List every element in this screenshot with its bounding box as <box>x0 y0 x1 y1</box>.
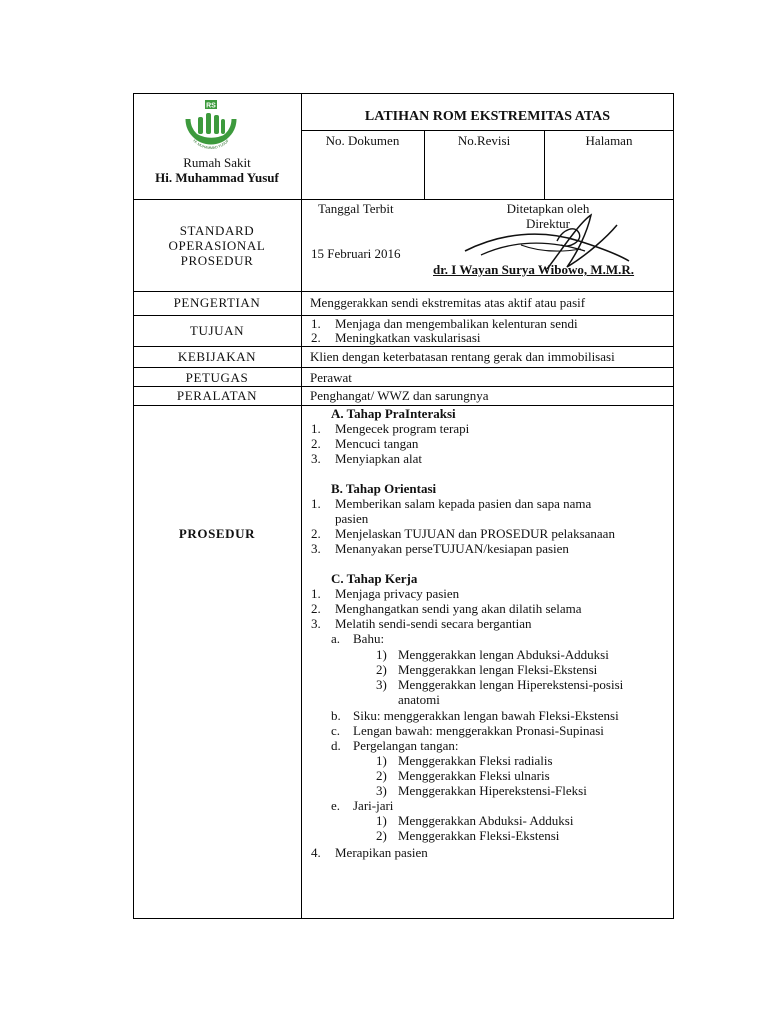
peralatan-value: Penghangat/ WWZ dan sarungnya <box>310 388 489 403</box>
page-label: Halaman <box>585 133 633 148</box>
sop-label-line3: PROSEDUR <box>180 253 254 268</box>
title-divider <box>301 130 674 131</box>
stage-c-final-item: Merapikan pasien <box>335 845 428 860</box>
sop-document-table <box>133 93 674 919</box>
issue-date-value: 15 Februari 2016 <box>311 246 401 261</box>
stage-b-item: Menjelaskan TUJUAN dan PROSEDUR pelaksanaan <box>335 526 615 541</box>
approver-name: dr. I Wayan Surya Wibowo, M.M.R. <box>433 262 635 277</box>
list-number: 2. <box>311 436 321 451</box>
stage-b-heading: B. Tahap Orientasi <box>331 481 437 496</box>
list-number: 1. <box>311 421 321 436</box>
sub-letter: d. <box>331 738 341 753</box>
jari-label: Jari-jari <box>353 798 394 813</box>
stage-a-item: Menyiapkan alat <box>335 451 422 466</box>
approver-position: Direktur <box>525 216 571 231</box>
prosedur-label: PROSEDUR <box>178 526 256 541</box>
stage-a-item: Mencuci tangan <box>335 436 419 451</box>
sub-letter: c. <box>331 723 341 738</box>
hospital-logo <box>181 99 241 157</box>
pergelangan-label: Pergelangan tangan: <box>353 738 459 753</box>
list-number: 3. <box>311 541 321 556</box>
row-divider-kebijakan <box>133 346 674 347</box>
lengan-bawah-item: Lengan bawah: menggerakkan Pronasi-Supinasi <box>353 723 604 738</box>
pengertian-value: Menggerakkan sendi ekstremitas atas aktif atau pasif <box>310 295 586 310</box>
revision-label: No.Revisi <box>457 133 511 148</box>
sub-letter: e. <box>331 798 341 813</box>
peralatan-label: PERALATAN <box>176 388 258 403</box>
list-number: 2. <box>311 601 321 616</box>
table-border-right <box>673 93 674 919</box>
list-number: 3. <box>311 451 321 466</box>
stage-b-item: Menanyakan perseTUJUAN/kesiapan pasien <box>335 541 569 556</box>
tujuan-item-number: 1. <box>311 316 321 331</box>
jari-item: Menggerakkan Fleksi-Ekstensi <box>398 828 560 843</box>
header-divider <box>133 199 674 200</box>
tujuan-item: Meningkatkan vaskularisasi <box>335 330 481 345</box>
sub-number: 1) <box>376 753 387 768</box>
sub-number: 1) <box>376 647 387 662</box>
hospital-name-line1: Rumah Sakit <box>183 155 251 170</box>
stage-c-heading: C. Tahap Kerja <box>331 571 418 586</box>
petugas-value: Perawat <box>310 370 352 385</box>
pergelangan-item: Menggerakkan Fleksi radialis <box>398 753 553 768</box>
tujuan-label: TUJUAN <box>189 323 245 338</box>
stage-a-heading: A. Tahap PraInteraksi <box>331 406 456 421</box>
stage-b-item-continued: pasien <box>335 511 369 526</box>
table-border-left <box>133 93 134 919</box>
jari-item: Menggerakkan Abduksi- Adduksi <box>398 813 574 828</box>
list-number: 3. <box>311 616 321 631</box>
stage-c-item: Menjaga privacy pasien <box>335 586 460 601</box>
sub-number: 3) <box>376 783 387 798</box>
table-border-bottom <box>133 918 674 919</box>
doc-number-label: No. Dokumen <box>325 133 400 148</box>
stage-b-item: Memberikan salam kepada pasien dan sapa nama <box>335 496 592 511</box>
sop-label-line2: OPERASIONAL <box>168 238 266 253</box>
petugas-label: PETUGAS <box>185 370 249 385</box>
bahu-item-continued: anatomi <box>398 692 440 707</box>
issue-date-label: Tanggal Terbit <box>318 201 394 216</box>
bahu-label: Bahu: <box>353 631 385 646</box>
bahu-item: Menggerakkan lengan Hiperekstensi-posisi <box>398 677 624 692</box>
pengertian-label: PENGERTIAN <box>173 295 261 310</box>
list-number: 4. <box>311 845 321 860</box>
kebijakan-value: Klien dengan keterbatasan rentang gerak dan immobilisasi <box>310 349 615 364</box>
stage-a-item: Mengecek program terapi <box>335 421 470 436</box>
document-title: LATIHAN ROM EKSTREMITAS ATAS <box>364 109 611 124</box>
logo-badge-text: RS <box>206 102 216 110</box>
list-number: 2. <box>311 526 321 541</box>
sub-number: 1) <box>376 813 387 828</box>
approved-by-label: Ditetapkan oleh <box>506 201 590 216</box>
label-column-divider <box>301 93 302 919</box>
pergelangan-item: Menggerakkan Fleksi ulnaris <box>398 768 550 783</box>
table-border-top <box>133 93 674 94</box>
stage-c-item: Menghangatkan sendi yang akan dilatih selama <box>335 601 582 616</box>
sub-number: 2) <box>376 662 387 677</box>
list-number: 1. <box>311 586 321 601</box>
stage-c-item: Melatih sendi-sendi secara bergantian <box>335 616 532 631</box>
tujuan-item: Menjaga dan mengembalikan kelenturan sendi <box>335 316 578 331</box>
sub-number: 2) <box>376 828 387 843</box>
siku-item: Siku: menggerakkan lengan bawah Fleksi-Ekstensi <box>353 708 619 723</box>
row-divider-peralatan <box>133 386 674 387</box>
sub-letter: a. <box>331 631 341 646</box>
row-divider-petugas <box>133 367 674 368</box>
sop-label-line1: STANDARD <box>179 223 255 238</box>
hospital-name-line2: Hi. Muhammad Yusuf <box>155 170 279 185</box>
pergelangan-item: Menggerakkan Hiperekstensi-Fleksi <box>398 783 587 798</box>
list-number: 1. <box>311 496 321 511</box>
bahu-item: Menggerakkan lengan Abduksi-Adduksi <box>398 647 609 662</box>
sub-number: 2) <box>376 768 387 783</box>
tujuan-item-number: 2. <box>311 330 321 345</box>
sub-number: 3) <box>376 677 387 692</box>
row-divider-pengertian <box>133 291 674 292</box>
bahu-item: Menggerakkan lengan Fleksi-Ekstensi <box>398 662 598 677</box>
sub-letter: b. <box>331 708 341 723</box>
kebijakan-label: KEBIJAKAN <box>177 349 257 364</box>
logo-arc-text: HI. MUHAMMAD YUSUF <box>192 138 230 151</box>
